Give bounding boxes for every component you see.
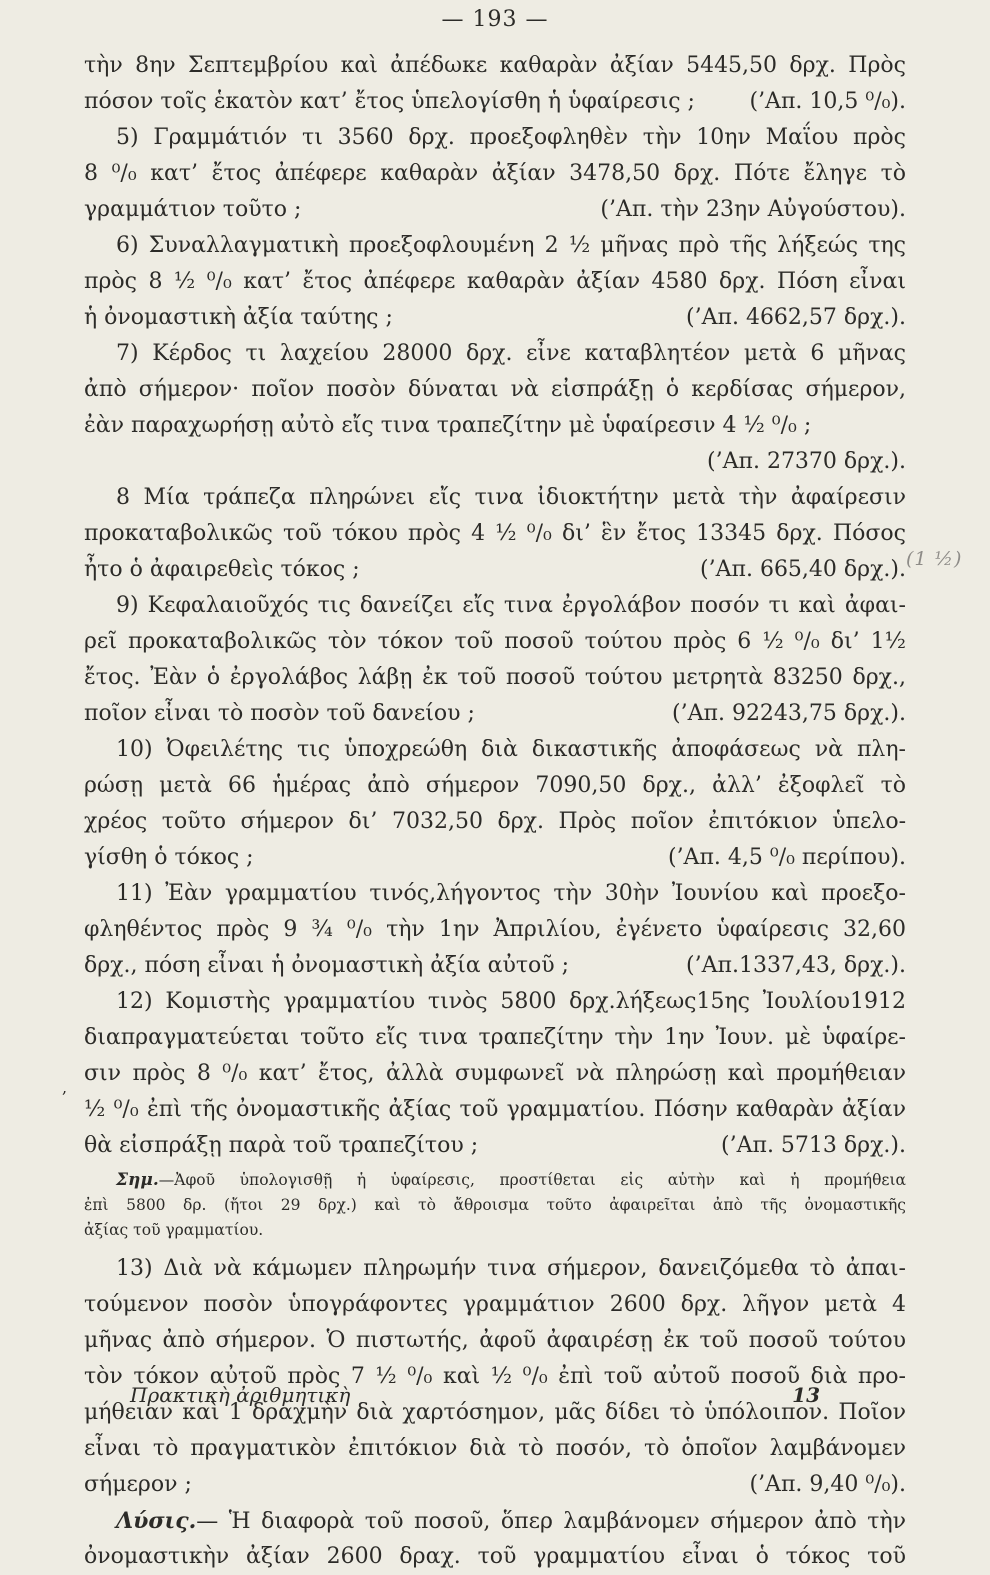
text-line — [84, 696, 906, 732]
line-text: ποῖον εἶναι τὸ ποσὸν τοῦ δανείου ; — [84, 701, 475, 726]
footer-book-title: Πρακτικὴ ἀριθμητικὴ — [130, 1383, 351, 1407]
text-line — [84, 840, 906, 876]
line-text: 7) Κέρδος τι λαχείου 28000 δρχ. εἶνε καταβλητέον μετὰ 6 μῆνας — [116, 341, 906, 366]
text-line — [84, 660, 906, 696]
text-line — [84, 732, 906, 768]
handwritten-margin-note: (1 ½) — [906, 548, 963, 570]
line-text: χρέος τοῦτο σήμερον δι’ 7032,50 δρχ. Πρὸς ποῖον ἐπιτόκιον ὑπελο- — [84, 809, 906, 834]
line-text: 9) Κεφαλαιοῦχός τις δανείζει εἴς τινα ἐργολάβον ποσόν τι καὶ ἀφαι- — [116, 593, 906, 618]
text-line — [84, 84, 906, 120]
text-line — [84, 1020, 906, 1056]
text-line — [84, 372, 906, 408]
line-text: προκαταβολικῶς τοῦ τόκου πρὸς 4 ½ ⁰/₀ δι’ ἓν ἔτος 13345 δρχ. Πόσος — [84, 521, 906, 546]
line-text: ἐπὶ 5800 δρ. (ἤτοι 29 δρχ.) καὶ τὸ ἄθροισμα τοῦτο ἀφαιρεῖται ἀπὸ τῆς ὀνομαστικῆς — [84, 1196, 906, 1214]
answer-text: (’Απ. 92243,75 δρχ.). — [672, 701, 906, 726]
text-line — [84, 1251, 906, 1287]
text-line — [84, 1092, 906, 1128]
answer-text: (’Απ. 10,5 ⁰/₀). — [749, 89, 906, 114]
text-line — [84, 1128, 906, 1164]
line-text: ἀξίας τοῦ γραμματίου. — [84, 1221, 264, 1239]
text-line — [84, 120, 906, 156]
line-text: 6) Συναλλαγματικὴ προεξοφλουμένη 2 ½ μῆνας πρὸ τῆς λήξεώς της — [116, 233, 906, 258]
line-text: πόσον τοῖς ἑκατὸν κατ’ ἔτος ὑπελογίσθη ἡ ὑφαίρεσις ; — [84, 89, 695, 114]
text-line — [84, 1467, 906, 1503]
footnote-line — [84, 1168, 906, 1193]
line-text: — Ἡ διαφορὰ τοῦ ποσοῦ, ὅπερ λαμβάνομεν σήμερον ἀπὸ τὴν — [196, 1509, 906, 1534]
text-line — [84, 264, 906, 300]
text-line — [84, 1056, 906, 1092]
text-line — [84, 552, 906, 588]
line-text: ἡ ὀνομαστικὴ ἀξία ταύτης ; — [84, 305, 393, 330]
line-text: ρώσῃ μετὰ 66 ἡμέρας ἀπὸ σήμερον 7090,50 δρχ., ἀλλ’ ἐξοφλεῖ τὸ — [84, 773, 906, 798]
line-text: 8 Μία τράπεζα πληρώνει εἴς τινα ἰδιοκτήτην μετὰ τὴν ἀφαίρεσιν — [116, 485, 906, 510]
line-text: διαπραγματεύεται τοῦτο εἴς τινα τραπεζίτην τὴν 1ην Ἰουν. μὲ ὑφαίρε- — [84, 1025, 906, 1050]
text-line — [84, 516, 906, 552]
text-line — [84, 228, 906, 264]
page-footer — [130, 1378, 820, 1412]
footer-signature-number: 13 — [792, 1383, 820, 1407]
line-text: μῆνας ἀπὸ σήμερον. Ὁ πιστωτής, ἀφοῦ ἀφαιρέσῃ ἐκ τοῦ ποσοῦ τούτου — [84, 1328, 906, 1353]
answer-text: (’Απ. 4,5 ⁰/₀ περίπου). — [667, 845, 906, 870]
line-text: μήθειαν καὶ 1 δραχμὴν διὰ χαρτόσημον, μᾶς δίδει τὸ ὑπόλοιπον. Ποῖον — [84, 1400, 906, 1425]
text-line — [84, 984, 906, 1020]
line-text: ἔτος. Ἐὰν ὁ ἐργολάβος λάβῃ ἐκ τοῦ ποσοῦ τούτου μετρητὰ 83250 δρχ., — [84, 665, 906, 690]
text-line — [84, 336, 906, 372]
text-line — [84, 1323, 906, 1359]
text-line — [84, 948, 906, 984]
line-text: 5) Γραμμάτιόν τι 3560 δρχ. προεξοφληθὲν τὴν 10ην Μαΐου πρὸς — [116, 125, 906, 150]
line-text: ἐὰν παραχωρήσῃ αὐτὸ εἴς τινα τραπεζίτην μὲ ὑφαίρεσιν 4 ½ ⁰/₀ ; — [84, 413, 812, 438]
line-text: σήμερον ; — [84, 1472, 192, 1497]
note-label: Σημ. — [116, 1170, 159, 1190]
line-text: ½ ⁰/₀ ἐπὶ τῆς ὀνομαστικῆς ἀξίας τοῦ γραμματίου. Πόσην καθαρὰν ἀξίαν — [84, 1097, 906, 1122]
line-text: 11) Ἐὰν γραμματίου τινός,λήγοντος τὴν 30ὴν Ἰουνίου καὶ προεξο- — [116, 881, 906, 906]
page-number-header: — 193 — — [441, 7, 549, 32]
line-text: θὰ εἰσπράξῃ παρὰ τοῦ τραπεζίτου ; — [84, 1133, 479, 1158]
line-text: δρχ., πόση εἶναι ἡ ὀνομαστικὴ ἀξία αὐτοῦ ; — [84, 953, 570, 978]
line-text: τὸν τόκον αὐτοῦ πρὸς 7 ½ ⁰/₀ καὶ ½ ⁰/₀ ἐπὶ τοῦ αὐτοῦ ποσοῦ διὰ προ- — [84, 1364, 906, 1389]
line-text: γραμμάτιον τοῦτο ; — [84, 197, 302, 222]
text-line — [84, 48, 906, 84]
text-line — [84, 1287, 906, 1323]
line-text: —Ἀφοῦ ὑπολογισθῇ ἡ ὑφαίρεσις, προστίθεται εἰς αὐτὴν καὶ ἡ προμήθεια — [158, 1171, 906, 1189]
text-line — [84, 1431, 906, 1467]
line-text: τούμενον ποσὸν ὑπογράφοντες γραμμάτιον 2600 δρχ. λῆγον μετὰ 4 — [84, 1292, 906, 1317]
answer-text: (’Απ. 4662,57 δρχ.). — [686, 305, 906, 330]
text-line — [84, 624, 906, 660]
text-line — [84, 408, 906, 444]
answer-text: (’Απ. 5713 δρχ.). — [721, 1133, 906, 1158]
line-text: ὀνομαστικὴν ἀξίαν 2600 δραχ. τοῦ γραμματίου εἶναι ὁ τόκος τοῦ — [84, 1544, 906, 1569]
text-line — [84, 480, 906, 516]
page-body-text — [84, 48, 906, 1575]
line-text: 10) Ὀφειλέτης τις ὑποχρεώθη διὰ δικαστικῆς ἀποφάσεως νὰ πλη- — [116, 737, 906, 762]
line-text: ἀπὸ σήμερον· ποῖον ποσὸν δύναται νὰ εἰσπράξῃ ὁ κερδίσας σήμερον, — [84, 377, 906, 402]
stray-ink-mark: , — [62, 1078, 68, 1097]
footnote-line — [84, 1193, 906, 1218]
answer-text: (’Απ. τὴν 23ην Αὐγούστου). — [600, 197, 906, 222]
answer-text: (’Απ.1337,43, δρχ.). — [686, 953, 906, 978]
text-line — [84, 804, 906, 840]
text-line — [84, 156, 906, 192]
solution-label: Λύσις. — [116, 1508, 197, 1534]
answer-text: (’Απ. 665,40 δρχ.). — [700, 557, 906, 582]
text-line — [84, 300, 906, 336]
footnote-line — [84, 1218, 906, 1243]
line-text: πρὸς 8 ½ ⁰/₀ κατ’ ἔτος ἀπέφερε καθαρὰν ἀξίαν 4580 δρχ. Πόση εἶναι — [84, 269, 906, 294]
line-text: τὴν 8ην Σεπτεμβρίου καὶ ἀπέδωκε καθαρὰν ἀξίαν 5445,50 δρχ. Πρὸς — [84, 53, 906, 78]
line-text: φληθέντος πρὸς 9 ¾ ⁰/₀ τὴν 1ην Ἀπριλίου, ἐγένετο ὑφαίρεσις 32,60 — [84, 917, 906, 942]
line-text: 13) Διὰ νὰ κάμωμεν πληρωμήν τινα σήμερον, δανειζόμεθα τὸ ἀπαι- — [116, 1256, 906, 1281]
line-text: ρεῖ προκαταβολικῶς τὸν τόκον τοῦ ποσοῦ τούτου πρὸς 6 ½ ⁰/₀ δι’ 1½ — [84, 629, 906, 654]
text-line — [84, 1539, 906, 1575]
line-text: 12) Κομιστὴς γραμματίου τινὸς 5800 δρχ.λήξεως15ης Ἰουλίου1912 — [116, 989, 906, 1014]
line-text: 8 ⁰/₀ κατ’ ἔτος ἀπέφερε καθαρὰν ἀξίαν 3478,50 δρχ. Πότε ἔληγε τὸ — [84, 161, 906, 186]
text-line — [84, 768, 906, 804]
text-line — [84, 1503, 906, 1539]
answer-text: (’Απ. 27370 δρχ.). — [707, 449, 906, 474]
text-line — [84, 192, 906, 228]
text-line — [84, 444, 906, 480]
line-text: ἦτο ὁ ἀφαιρεθεὶς τόκος ; — [84, 557, 360, 582]
line-text: εἶναι τὸ πραγματικὸν ἐπιτόκιον διὰ τὸ ποσόν, τὸ ὁποῖον λαμβάνομεν — [84, 1436, 906, 1461]
answer-text: (’Απ. 9,40 ⁰/₀). — [749, 1472, 906, 1497]
line-text: σιν πρὸς 8 ⁰/₀ κατ’ ἔτος, ἀλλὰ συμφωνεῖ νὰ πληρώσῃ καὶ προμήθειαν — [84, 1061, 906, 1086]
text-line — [84, 876, 906, 912]
line-text: γίσθη ὁ τόκος ; — [84, 845, 254, 870]
text-line — [84, 588, 906, 624]
text-line — [84, 912, 906, 948]
